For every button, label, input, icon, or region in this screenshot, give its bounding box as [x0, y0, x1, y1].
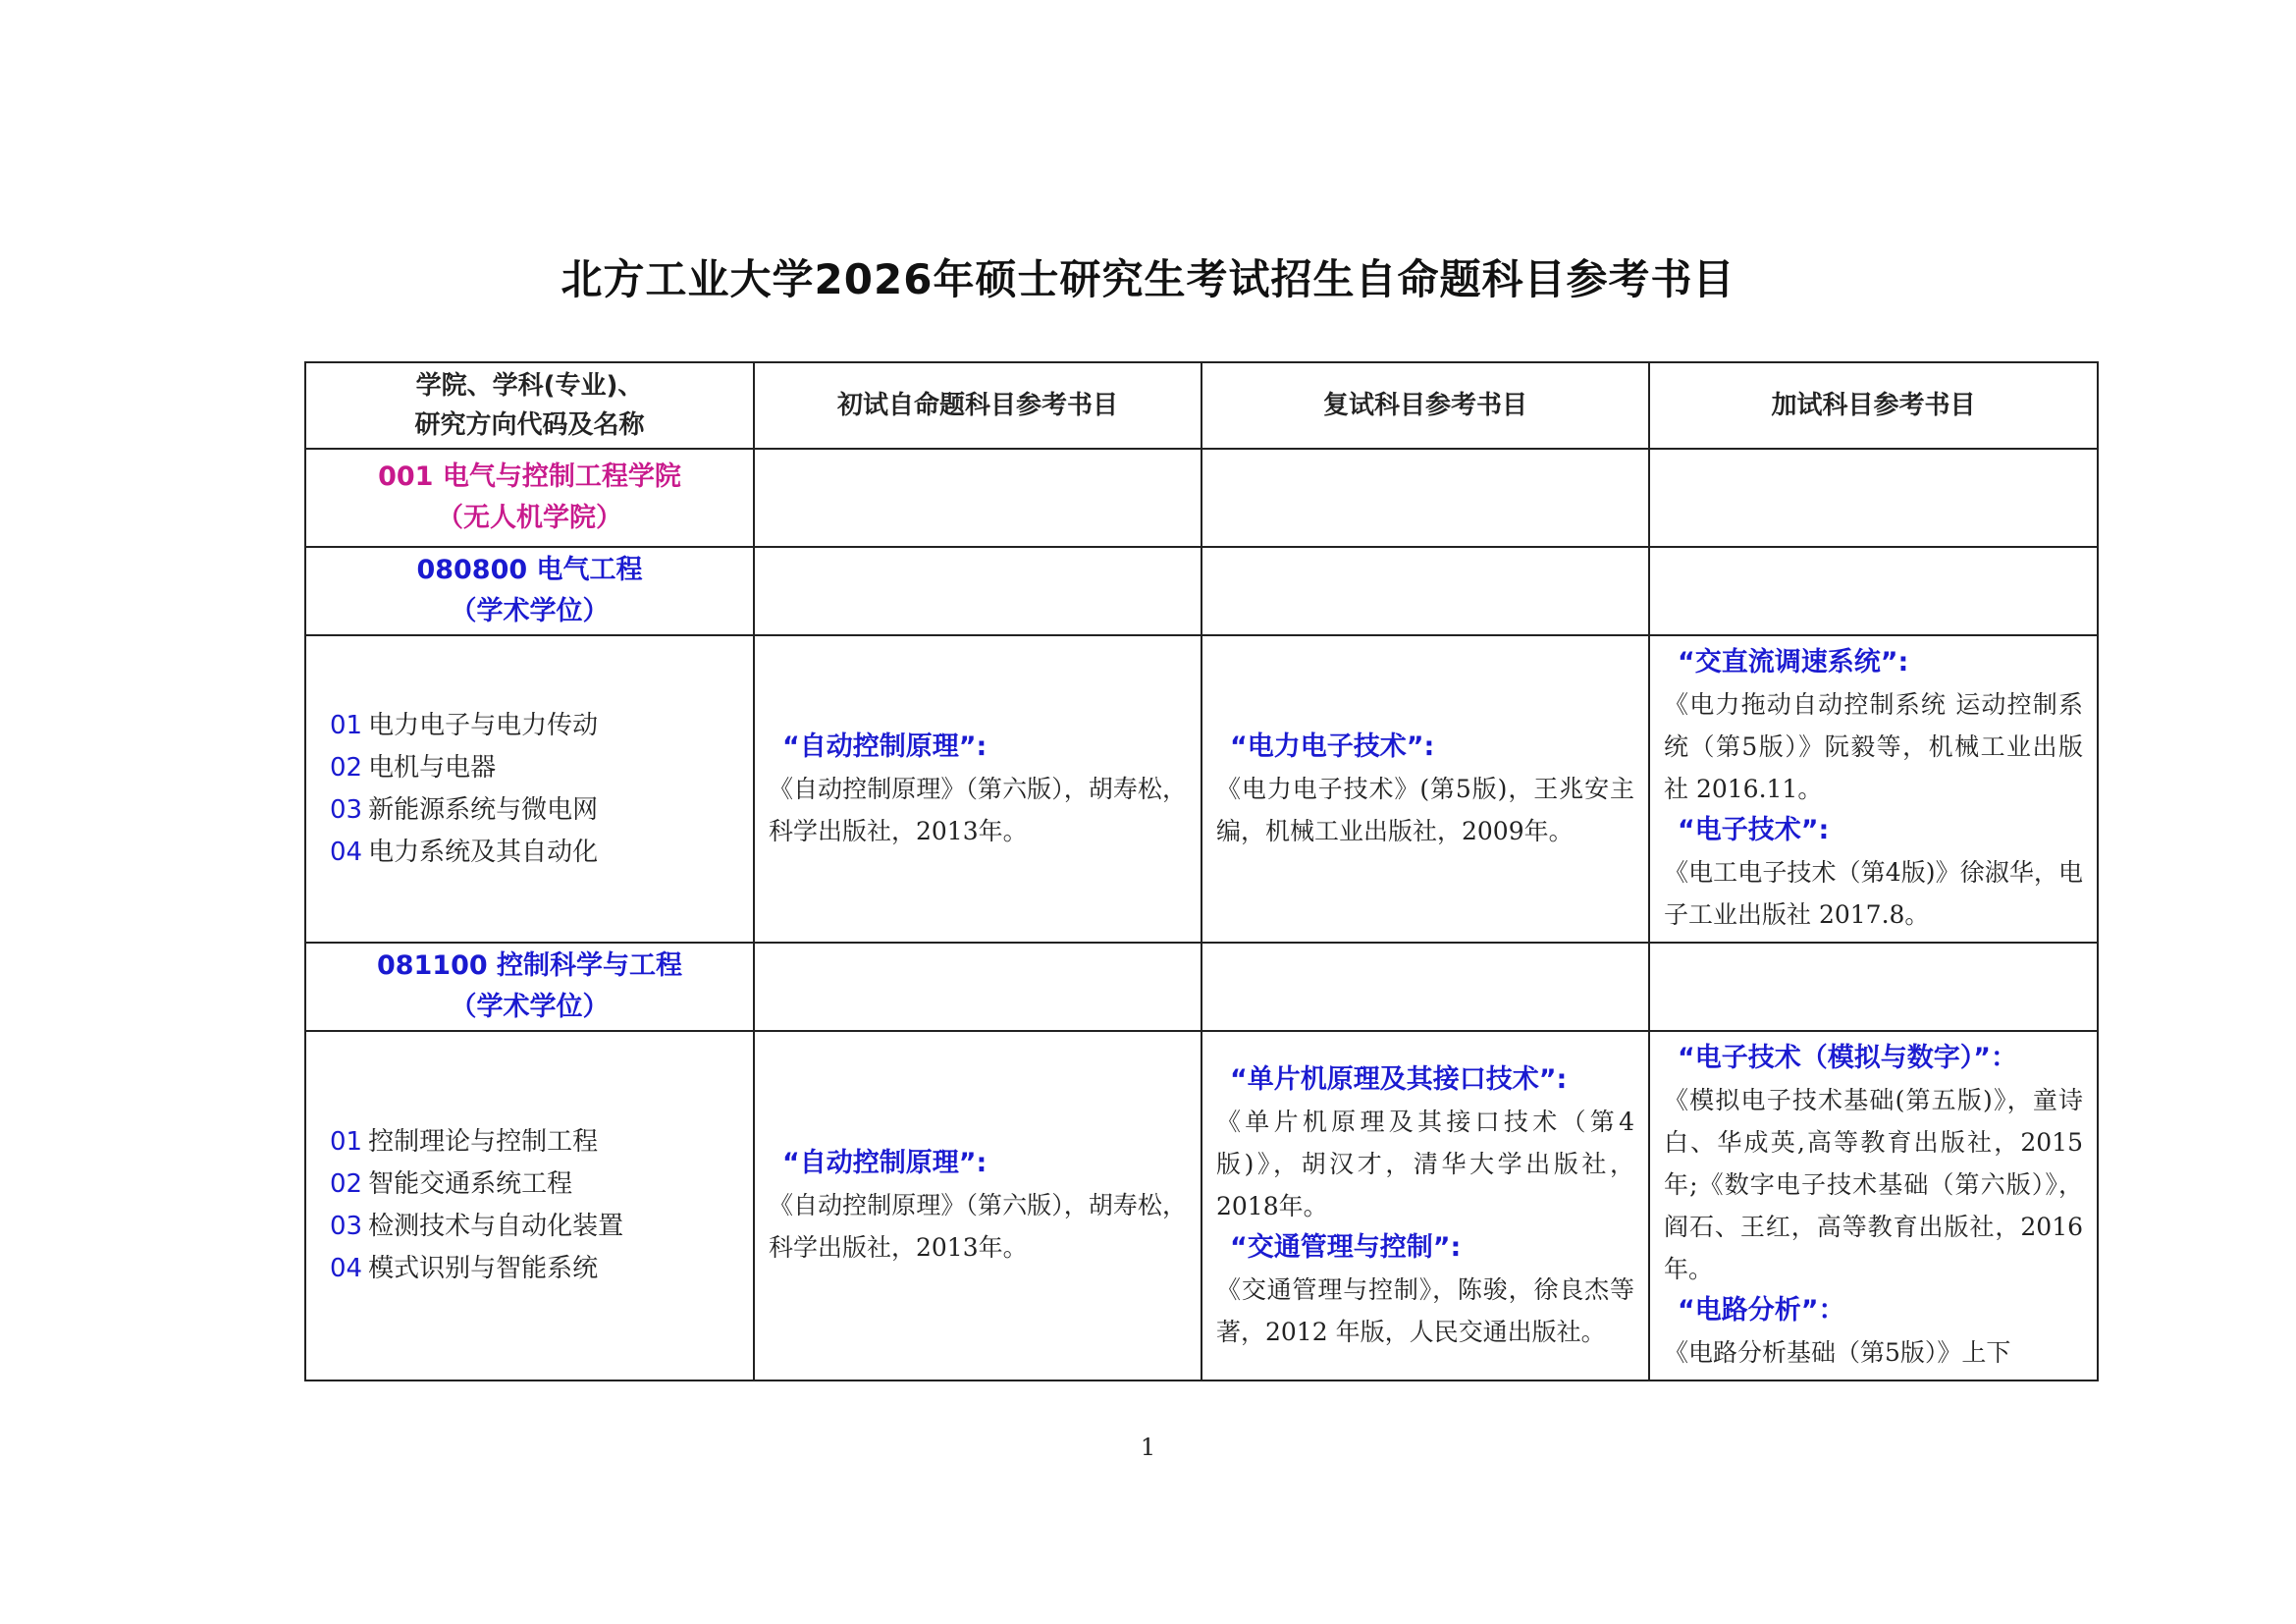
direction-item: 03 新能源系统与微电网: [330, 794, 599, 825]
empty-cell: [754, 547, 1201, 635]
empty-cell: [1649, 449, 2098, 547]
subject-name: “交通管理与控制”:: [1230, 1231, 1462, 1263]
book-reference: 《电力拖动自动控制系统 运动控制系统（第5版）》阮毅等，机械工业出版社 2016.11。: [1664, 690, 2083, 803]
major-degree-type: （学术学位）: [450, 596, 610, 626]
empty-cell: [1201, 449, 1649, 547]
direction-item: 04 电力系统及其自动化: [330, 837, 599, 867]
major-row: [305, 943, 2098, 1031]
header-retest: 复试科目参考书目: [1201, 362, 1649, 449]
header-initial-exam: 初试自命题科目参考书目: [754, 362, 1201, 449]
book-reference: 《交通管理与控制》，陈骏，徐良杰等著，2012 年版，人民交通出版社。: [1216, 1274, 1634, 1346]
book-reference: 《自动控制原理》（第六版），胡寿松，科学出版社，2013年。: [769, 774, 1187, 845]
school-row: [305, 449, 2098, 547]
empty-cell: [1201, 547, 1649, 635]
subject-name: “电子技术（模拟与数字）”：: [1678, 1043, 2017, 1073]
subject-name: “单片机原理及其接口技术”:: [1230, 1063, 1568, 1095]
header-college-major: [305, 362, 754, 449]
book-reference: 《电工电子技术（第4版)》徐淑华，电子工业出版社 2017.8。: [1664, 858, 2083, 929]
subject-name: “自动控制原理”:: [782, 731, 988, 762]
empty-cell: [754, 449, 1201, 547]
major-degree-type: （学术学位）: [450, 992, 610, 1022]
direction-item: 03 检测技术与自动化装置: [330, 1212, 624, 1241]
school-subname: （无人机学院）: [437, 503, 622, 533]
retest-books-cell: [1201, 1031, 1649, 1380]
major-name: 080800 电气工程: [416, 555, 643, 585]
header-col1-line2: 研究方向代码及名称: [414, 410, 645, 440]
major-name: 081100 控制科学与工程: [376, 950, 683, 981]
header-col1-line1: 学院、学科(专业)、: [415, 371, 644, 401]
major-detail-row: [305, 635, 2098, 943]
initial-books-cell: [754, 635, 1201, 943]
direction-item: 02 智能交通系统工程: [330, 1169, 573, 1199]
empty-cell: [1201, 943, 1649, 1031]
reference-book-table: [304, 361, 2099, 1381]
book-reference: 《单片机原理及其接口技术（第4版)》，胡汉才，清华大学出版社，2018年。: [1216, 1107, 1634, 1220]
book-reference: 《电路分析基础（第5版）》上下: [1664, 1338, 2011, 1367]
book-reference: 《自动控制原理》（第六版），胡寿松，科学出版社，2013年。: [769, 1191, 1187, 1262]
empty-cell: [1649, 943, 2098, 1031]
header-extra-exam: 加试科目参考书目: [1649, 362, 2098, 449]
direction-item: 04 模式识别与智能系统: [330, 1254, 599, 1283]
direction-item: 02 电机与电器: [330, 752, 497, 783]
directions-cell: [305, 1031, 754, 1380]
direction-item: 01 控制理论与控制工程: [330, 1127, 599, 1157]
empty-cell: [1649, 547, 2098, 635]
subject-name: “电力电子技术”:: [1230, 731, 1435, 762]
page-title: 北方工业大学2026年硕士研究生考试招生自命题科目参考书目: [561, 255, 1735, 303]
subject-name: “电路分析”：: [1678, 1295, 1845, 1326]
major-label: [305, 547, 754, 635]
initial-books-cell: [754, 1031, 1201, 1380]
directions-cell: [305, 635, 754, 943]
school-name: 001 电气与控制工程学院: [378, 461, 681, 492]
major-detail-row: [305, 1031, 2098, 1380]
extra-books-cell: [1649, 1031, 2098, 1380]
book-reference: 《模拟电子技术基础(第五版)》，童诗白、华成英,高等教育出版社，2015年;《数字电子技术基础（第六版）》，阎石、王红，高等教育出版社，2016年。: [1664, 1086, 2083, 1283]
major-row: [305, 547, 2098, 635]
subject-name: “自动控制原理”:: [782, 1148, 988, 1178]
school-label: [305, 449, 754, 547]
book-reference: 《电力电子技术》(第5版)，王兆安主编，机械工业出版社，2009年。: [1216, 774, 1634, 845]
table-header-row: [305, 362, 2098, 449]
extra-books-cell: [1649, 635, 2098, 943]
subject-name: “交直流调速系统”:: [1678, 647, 1909, 677]
empty-cell: [754, 943, 1201, 1031]
subject-name: “电子技术”:: [1678, 815, 1830, 845]
major-label: [305, 943, 754, 1031]
retest-books-cell: [1201, 635, 1649, 943]
direction-item: 01 电力电子与电力传动: [330, 710, 599, 740]
page-number: 1: [1140, 1434, 1156, 1461]
